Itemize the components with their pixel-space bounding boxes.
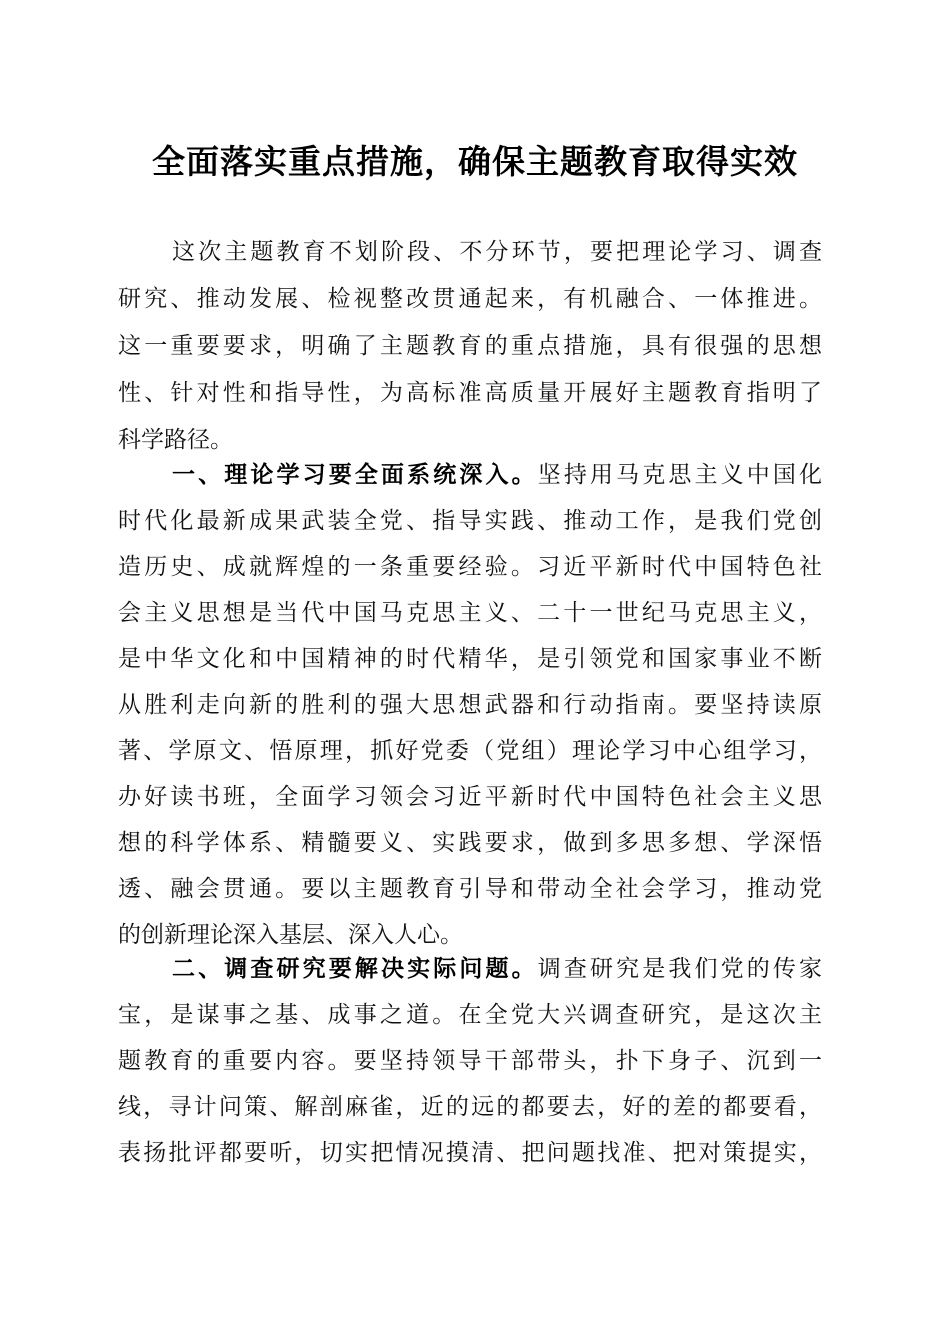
text-line: 科学路径。 [118,427,233,453]
text-line: 表扬批评都要听，切实把情况摸清、把问题找准、把对策提实， [118,1140,822,1166]
section-heading: 一、理论学习要全面系统深入。 [172,462,538,488]
text-line [118,946,822,992]
text-line: 宝，是谋事之基、成事之道。在全党大兴调查研究，是这次主 [118,1002,822,1028]
paragraph-intro [118,229,822,464]
paragraph-theory-study [118,452,822,958]
document-title: 全面落实重点措施，确保主题教育取得实效 [152,142,798,181]
text-line: 这次主题教育不划阶段、不分环节，要把理论学习、调查 [172,239,822,265]
text-run: 坚持用马克思主义中国化 [537,462,822,488]
text-line: 从胜利走向新的胜利的强大思想武器和行动指南。要坚持读原 [118,692,822,718]
text-line: 题教育的重要内容。要坚持领导干部带头，扑下身子、沉到一 [118,1048,822,1074]
text-line: 会主义思想是当代中国马克思主义、二十一世纪马克思主义， [118,600,822,626]
text-line: 研究、推动发展、检视整改贯通起来，有机融合、一体推进。 [118,286,822,312]
text-run: 调查研究是我们党的传家 [537,956,822,982]
paragraph-investigation [118,946,822,1176]
text-line: 办好读书班，全面学习领会习近平新时代中国特色社会主义思 [118,784,822,810]
text-line: 这一重要要求，明确了主题教育的重点措施，具有很强的思想 [118,333,822,359]
text-line: 透、融会贯通。要以主题教育引导和带动全社会学习，推动党 [118,876,822,902]
text-line: 是中华文化和中国精神的时代精华，是引领党和国家事业不断 [118,646,822,672]
section-heading: 二、调查研究要解决实际问题。 [172,956,538,982]
text-line [118,452,822,498]
text-line: 造历史、成就辉煌的一条重要经验。习近平新时代中国特色社 [118,554,822,580]
text-line: 性、针对性和指导性，为高标准高质量开展好主题教育指明了 [118,380,822,406]
text-line: 线，寻计问策、解剖麻雀，近的远的都要去，好的差的都要看， [118,1094,822,1120]
text-line: 著、学原文、悟原理，抓好党委（党组）理论学习中心组学习， [118,738,822,764]
text-line: 时代化最新成果武装全党、指导实践、推动工作，是我们党创 [118,508,822,534]
text-line: 的创新理论深入基层、深入人心。 [118,922,463,948]
text-line: 想的科学体系、精髓要义、实践要求，做到多思多想、学深悟 [118,830,822,856]
